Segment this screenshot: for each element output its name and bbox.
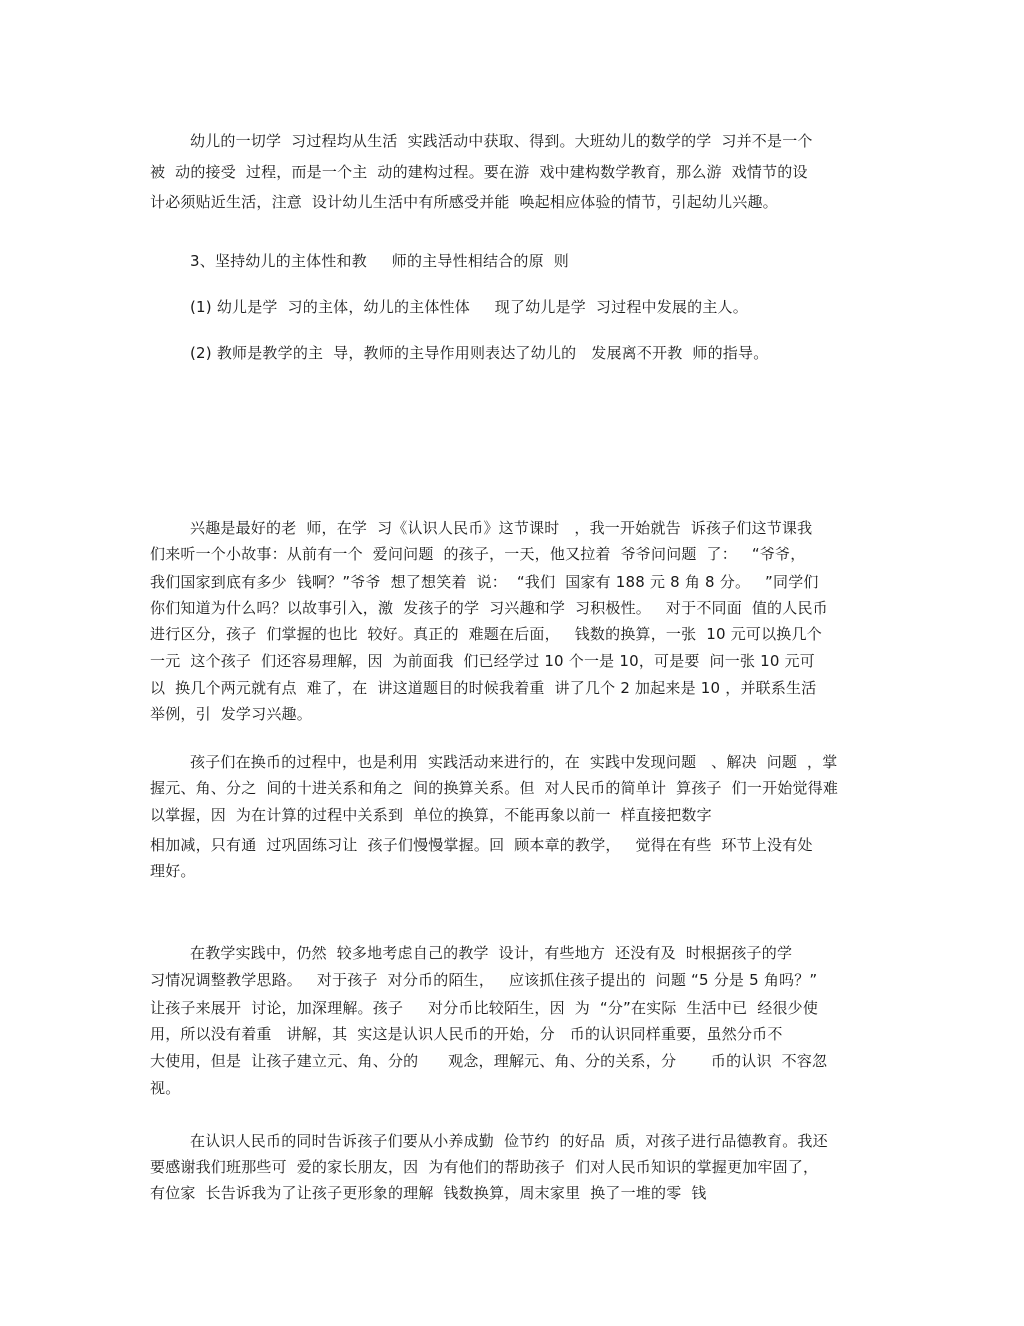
text-line: 孩子们在换币的过程中，也是利用 实践活动来进行的，在 实践中发现问题 、解决 问题 ，掌 xyxy=(190,753,838,771)
text-line: 幼儿的一切学 习过程均从生活 实践活动中获取、得到。大班幼儿的数学的学 习并不是一个 xyxy=(190,132,813,150)
text-line: 计必须贴近生活，注意 设计幼儿生活中有所感受并能 唤起相应体验的情节，引起幼儿兴趣。 xyxy=(150,193,778,211)
text-line: 要感谢我们班那些可 爱的家长朋友，因 为有他们的帮助孩子 们对人民币知识的掌握更加牢固了， xyxy=(150,1158,819,1176)
text-line: 以 换几个两元就有点 难了，在 讲这道题目的时候我着重 讲了几个 2 加起来是 10 ，并联系生活 xyxy=(150,679,817,697)
text-line: 举例，引 发学习兴趣。 xyxy=(150,705,312,723)
text-line: 我们国家到底有多少 钱啊？”爷爷 想了想笑着 说： “我们 国家有 188 元 8 角 8 分。 ”同学们 xyxy=(150,573,819,591)
text-line: 在认识人民币的同时告诉孩子们要从小养成勤 俭节约 的好品 质，对孩子进行品德教育。我还 xyxy=(190,1132,828,1150)
text-line: 一元 这个孩子 们还容易理解，因 为前面我 们已经学过 10 个一是 10，可是要 问一张 10 元可 xyxy=(150,652,815,670)
text-line: 进行区分，孩子 们掌握的也比 较好。真正的 难题在后面， 钱数的换算，一张 10 元可以换几个 xyxy=(150,625,822,643)
text-line: 习情况调整教学思路。 对于孩子 对分币的陌生， 应该抓住孩子提出的 问题 “5 分是 5 角吗？” xyxy=(150,971,818,989)
text-line: 们来听一个小故事：从前有一个 爱问问题 的孩子，一天，他又拉着 爷爷问问题 了： “爷爷， xyxy=(150,545,806,563)
text-line: 有位家 长告诉我为了让孩子更形象的理解 钱数换算，周末家里 换了一堆的零 钱 xyxy=(150,1184,707,1202)
text-line: 握元、角、分之 间的十进关系和角之 间的换算关系。但 对人民币的简单计 算孩子 们一开始觉得难 xyxy=(150,779,839,797)
text-line: 大使用，但是 让孩子建立元、角、分的 观念，理解元、角、分的关系，分 币的认识 不容忽 xyxy=(150,1052,828,1070)
text-line: 让孩子来展开 讨论，加深理解。孩子 对分币比较陌生，因 为 “分”在实际 生活中已 经很少使 xyxy=(150,999,819,1017)
text-line: 用，所以没有着重 讲解，其 实这是认识人民币的开始，分 币的认识同样重要，虽然分币不 xyxy=(150,1025,783,1043)
text-line: 视。 xyxy=(150,1079,181,1097)
list-item: (1) 幼儿是学 习的主体，幼儿的主体性体 现了幼儿是学 习过程中发展的主人。 xyxy=(190,298,748,316)
text-line: 理好。 xyxy=(150,862,196,880)
text-line: 你们知道为什么吗？以故事引入，激 发孩子的学 习兴趣和学 习积极性。 对于不同面 值的人民币 xyxy=(150,599,828,617)
list-item: (2) 教师是教学的主 导，教师的主导作用则表达了幼儿的 发展离不开教 师的指导。 xyxy=(190,344,769,362)
text-line: 被 动的接受 过程，而是一个主 动的建构过程。要在游 戏中建构数学教育，那么游 戏情节的设 xyxy=(150,163,808,181)
text-line: 在教学实践中，仍然 较多地考虑自己的教学 设计，有些地方 还没有及 时根据孩子的学 xyxy=(190,944,793,962)
text-line: 以掌握，因 为在计算的过程中关系到 单位的换算，不能再象以前一 样直接把数字 xyxy=(150,806,712,824)
section-heading: 3、坚持幼儿的主体性和教 师的主导性相结合的原 则 xyxy=(190,252,569,270)
text-line: 相加减，只有通 过巩固练习让 孩子们慢慢掌握。回 顾本章的教学， 觉得在有些 环节上没有处 xyxy=(150,836,813,854)
text-line: 兴趣是最好的老 师，在学 习《认识人民币》这节课时 ，我一开始就告 诉孩子们这节课我 xyxy=(190,519,813,537)
